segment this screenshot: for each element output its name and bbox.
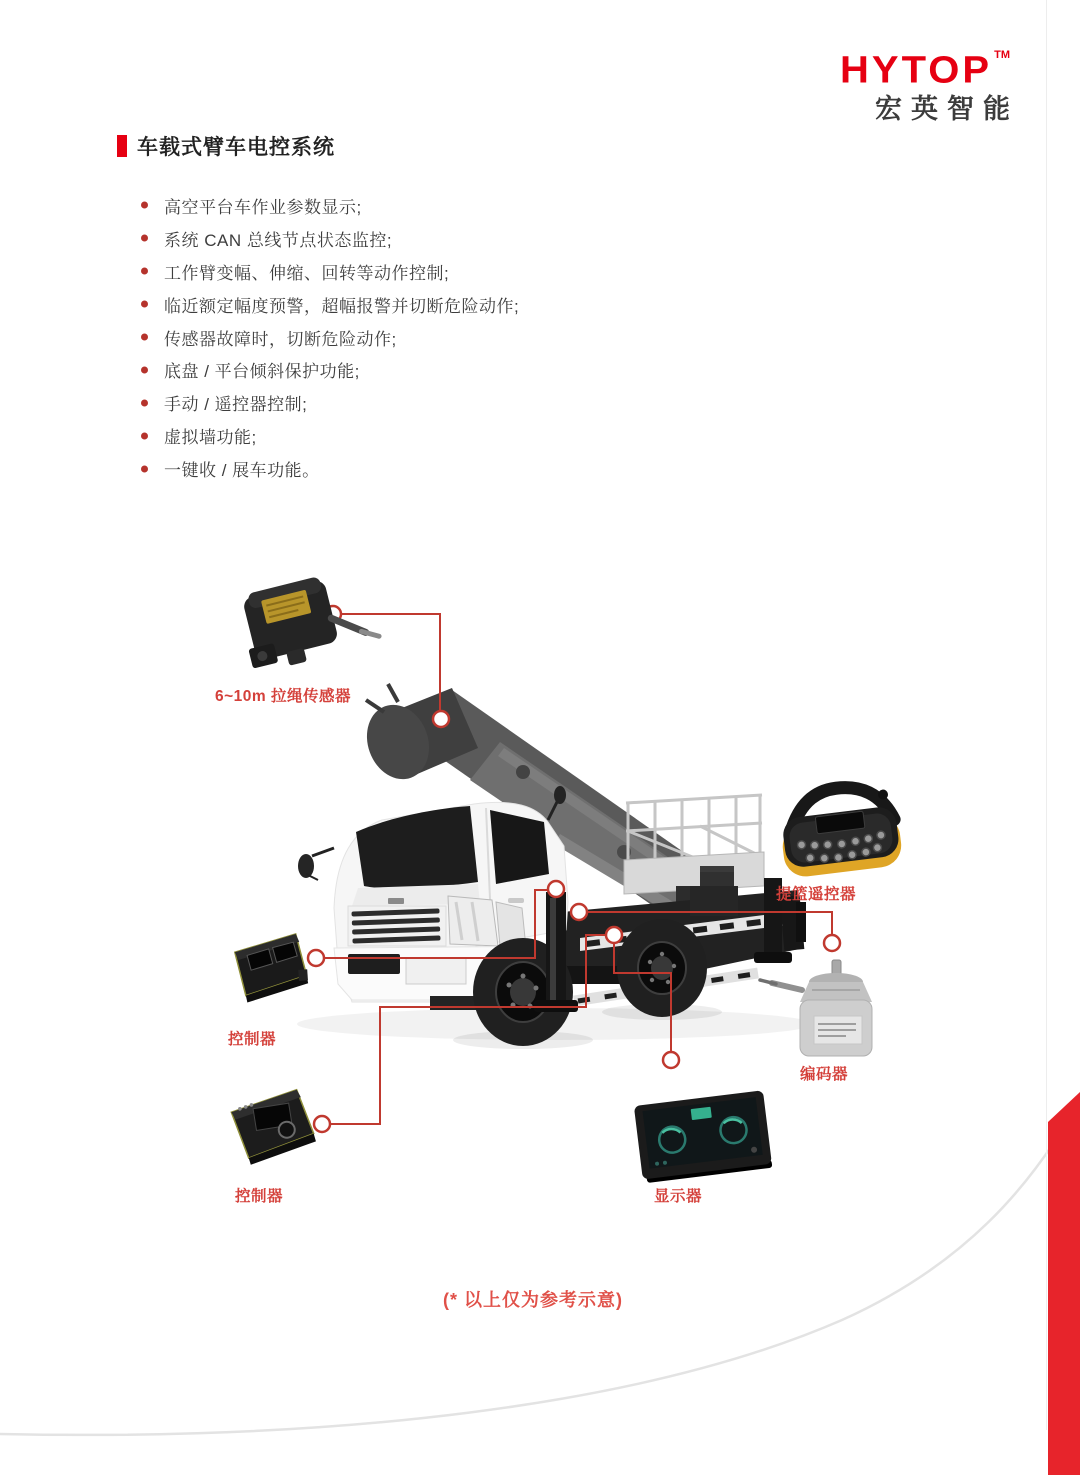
- page-edge-line: [1046, 0, 1047, 1430]
- basket-remote-image: [776, 781, 903, 879]
- page-title: 车载式臂车电控系统: [137, 136, 335, 159]
- brand-logo-wordmark: [840, 50, 1010, 90]
- trademark-mark: TM: [994, 49, 1010, 61]
- feature-item: 高空平台车作业参数显示;: [139, 189, 519, 222]
- label-encoder: 编码器: [799, 1066, 849, 1083]
- controller-bottom-image: [229, 1088, 318, 1167]
- feature-item: 虚拟墙功能;: [139, 419, 519, 452]
- feature-list: [139, 189, 519, 485]
- label-controller-bottom: 控制器: [234, 1188, 284, 1205]
- feature-item: 底盘 / 平台倾斜保护功能;: [139, 353, 519, 386]
- feature-item: 手动 / 遥控器控制;: [139, 386, 519, 419]
- decor-curve: [0, 1096, 1080, 1435]
- title-accent-bar: [117, 135, 127, 157]
- feature-item: 工作臂变幅、伸缩、回转等动作控制;: [139, 255, 519, 288]
- display-image: [634, 1090, 773, 1183]
- controller-top-image: [234, 933, 309, 1003]
- label-controller-top: 控制器: [227, 1031, 277, 1048]
- brand-name: HYTOP: [840, 48, 993, 92]
- rope-sensor-image: [235, 565, 380, 674]
- reference-footnote: (* 以上仅为参考示意): [443, 1290, 623, 1310]
- section-title-row: [117, 131, 335, 161]
- truck-illustration: [297, 684, 813, 1049]
- feature-item: 临近额定幅度预警，超幅报警并切断危险动作;: [139, 288, 519, 321]
- label-display: 显示器: [653, 1188, 703, 1205]
- brand-subtitle: 宏英智能: [875, 94, 1019, 124]
- encoder-image: [760, 960, 872, 1056]
- brand-logo: [840, 48, 1019, 124]
- feature-item: 一键收 / 展车功能。: [139, 452, 519, 485]
- label-basket-remote: 提篮遥控器: [775, 886, 857, 903]
- feature-item: 传感器故障时，切断危险动作;: [139, 321, 519, 354]
- label-rope-sensor: 6~10m 拉绳传感器: [214, 688, 352, 705]
- red-edge-bar: [1048, 1092, 1080, 1475]
- rear-wheel: [617, 919, 707, 1017]
- feature-item: 系统 CAN 总线节点状态监控;: [139, 222, 519, 255]
